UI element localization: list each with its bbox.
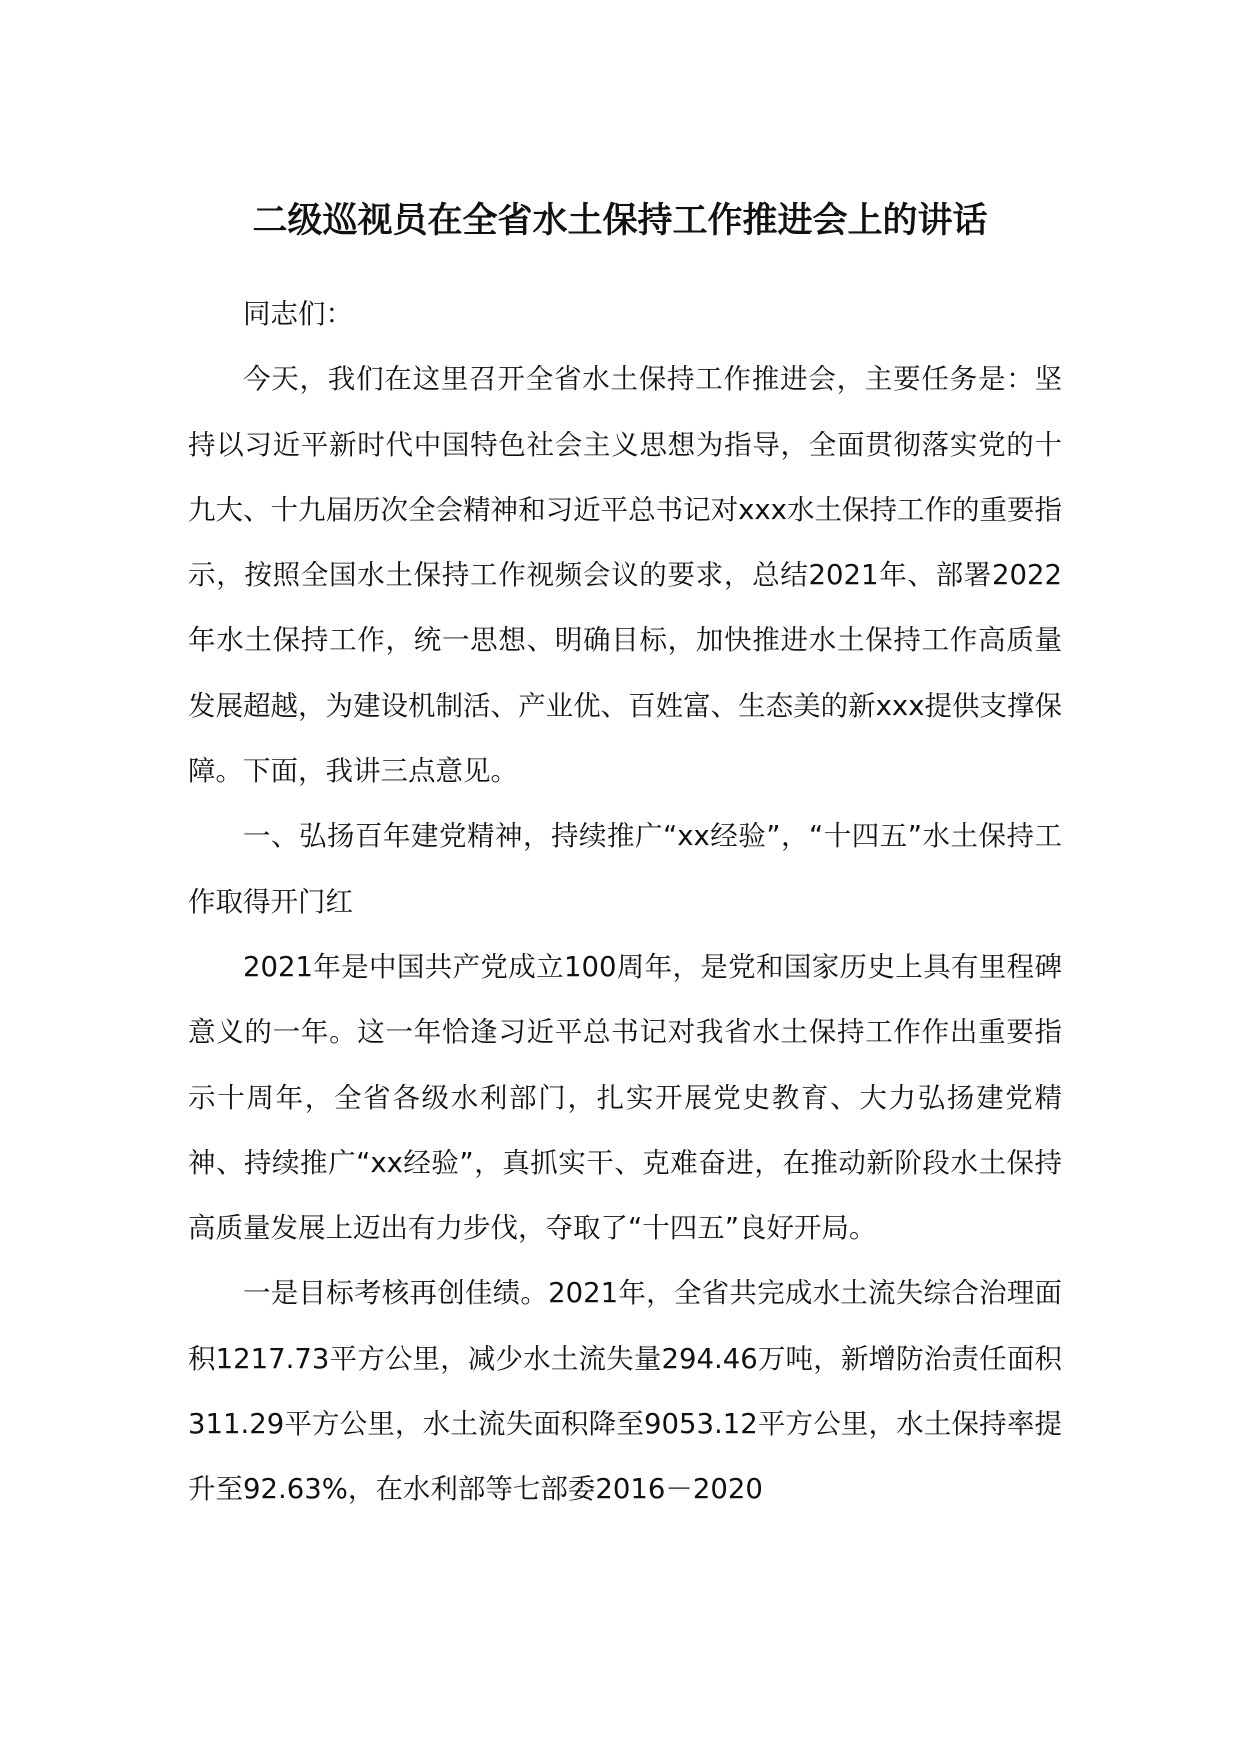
section-heading-1: 一、弘扬百年建党精神，持续推广“xx经验”，“十四五”水土保持工作取得开门红 [188,820,1062,918]
paragraph-opening: 今天，我们在这里召开全省水土保持工作推进会，主要任务是：坚持以习近平新时代中国特色社会主义思想为指导，全面贯彻落实党的十九大、十九届历次全会精神和习近平总书记对xxx水土保持工作的重要指示，按照全国水土保持工作视频会议的要求，总结2021年、部署2022年水土保持工作，统一思想、明确目标，加快推进水土保持工作高质量发展超越，为建设机制活、产业优、百姓富、生态美的新xxx提供支撑保障。下面，我讲三点意见。 [188,363,1062,788]
document-body [188,282,1062,1523]
paragraph-target-assessment: 一是目标考核再创佳绩。2021年，全省共完成水土流失综合治理面积1217.73平方公里，减少水土流失量294.46万吨，新增防治责任面积311.29平方公里，水土流失面积降至9053.12平方公里，水土保持率提升至92.63%，在水利部等七部委2016－2020 [188,1277,1062,1506]
document-title: 二级巡视员在全省水土保持工作推进会上的讲话 [252,201,988,241]
paragraph-2021-overview: 2021年是中国共产党成立100周年，是党和国家历史上具有里程碑意义的一年。这一年恰逢习近平总书记对我省水土保持工作作出重要指示十周年，全省各级水利部门，扎实开展党史教育、大力弘扬建党精神、持续推广“xx经验”，真抓实干、克难奋进，在推动新阶段水土保持高质量发展上迈出有力步伐，夺取了“十四五”良好开局。 [188,950,1062,1245]
paragraph-salutation: 同志们： [243,298,353,330]
